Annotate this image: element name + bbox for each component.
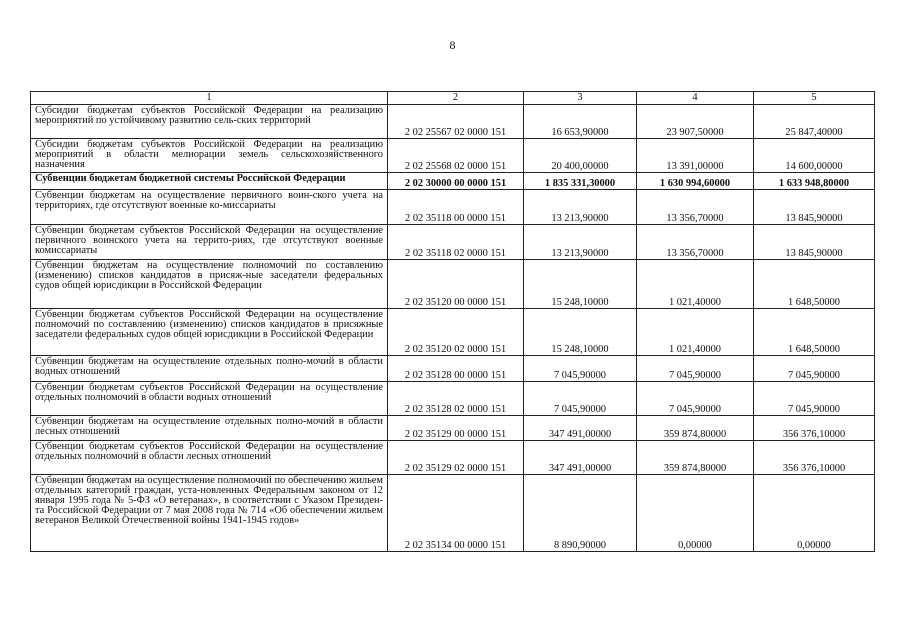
row-code-cell: 2 02 35129 02 0000 151 bbox=[388, 441, 524, 475]
row-name-cell: Субвенции бюджетам субъектов Российской Федерации на осуществление отдельных полномочий в области лесных отношений bbox=[31, 441, 388, 475]
row-code-cell: 2 02 25567 02 0000 151 bbox=[388, 105, 524, 139]
row-code-cell: 2 02 35118 02 0000 151 bbox=[388, 225, 524, 260]
row-code-cell: 2 02 30000 00 0000 151 bbox=[388, 173, 524, 190]
column-header-5: 5 bbox=[754, 92, 875, 105]
row-value-col5: 1 633 948,80000 bbox=[754, 173, 875, 190]
row-name-cell: Субвенции бюджетам субъектов Российской Федерации на осуществление отдельных полномочий в области водных отношений bbox=[31, 382, 388, 416]
table-row bbox=[31, 260, 875, 309]
row-code-cell: 2 02 35120 02 0000 151 bbox=[388, 309, 524, 356]
row-value-col4: 7 045,90000 bbox=[637, 382, 754, 416]
row-value-col3: 13 213,90000 bbox=[524, 190, 637, 225]
row-name-cell: Субвенции бюджетам субъектов Российской Федерации на осуществление первичного воинского учета на террито-риях, где отсутствуют военные комиссариаты bbox=[31, 225, 388, 260]
row-name-cell: Субвенции бюджетам на осуществление полномочий по обеспечению жильем отдельных категорий граждан, уста-новленных Федеральным законом от 12 января 1995 года № 5-ФЗ «О ветеранах», в соответствии с Указом Президен-та Российской Федерации от 7 мая 2008 года № 714 «Об обеспечении жильем ветеранов Великой Отечественной войны 1941-1945 годов» bbox=[31, 475, 388, 552]
row-value-col5: 13 845,90000 bbox=[754, 190, 875, 225]
row-value-col4: 0,00000 bbox=[637, 475, 754, 552]
table-row bbox=[31, 173, 875, 190]
row-code-cell: 2 02 35118 00 0000 151 bbox=[388, 190, 524, 225]
table-row bbox=[31, 382, 875, 416]
column-header-1: 1 bbox=[31, 92, 388, 105]
table-row bbox=[31, 416, 875, 441]
row-code-cell: 2 02 35120 00 0000 151 bbox=[388, 260, 524, 309]
row-name-cell: Субвенции бюджетам на осуществление отдельных полно-мочий в области лесных отношений bbox=[31, 416, 388, 441]
row-value-col4: 23 907,50000 bbox=[637, 105, 754, 139]
row-value-col4: 1 021,40000 bbox=[637, 260, 754, 309]
row-value-col5: 25 847,40000 bbox=[754, 105, 875, 139]
row-code-cell: 2 02 35128 02 0000 151 bbox=[388, 382, 524, 416]
row-value-col3: 16 653,90000 bbox=[524, 105, 637, 139]
row-value-col4: 359 874,80000 bbox=[637, 416, 754, 441]
row-value-col4: 13 356,70000 bbox=[637, 190, 754, 225]
row-value-col3: 347 491,00000 bbox=[524, 416, 637, 441]
table-row bbox=[31, 225, 875, 260]
row-name-cell: Субсидии бюджетам субъектов Российской Федерации на реализацию мероприятий по устойчивому развитию сель-ских территорий bbox=[31, 105, 388, 139]
row-value-col3: 15 248,10000 bbox=[524, 260, 637, 309]
budget-table bbox=[30, 91, 875, 552]
row-name-cell: Субвенции бюджетам на осуществление отдельных полно-мочий в области водных отношений bbox=[31, 356, 388, 382]
row-code-cell: 2 02 25568 02 0000 151 bbox=[388, 139, 524, 173]
row-value-col3: 20 400,00000 bbox=[524, 139, 637, 173]
row-name-cell: Субвенции бюджетам субъектов Российской Федерации на осуществление полномочий по составлению (изменению) списков кандидатов в присяжные заседатели федеральных судов общей юрисдикции в Российской Федерации bbox=[31, 309, 388, 356]
row-value-col4: 13 356,70000 bbox=[637, 225, 754, 260]
row-value-col5: 7 045,90000 bbox=[754, 356, 875, 382]
column-header-4: 4 bbox=[637, 92, 754, 105]
row-name-cell: Субвенции бюджетам на осуществление первичного воин-ского учета на территориях, где отсутствуют военные ко-миссариаты bbox=[31, 190, 388, 225]
column-header-2: 2 bbox=[388, 92, 524, 105]
table-row bbox=[31, 356, 875, 382]
row-value-col3: 7 045,90000 bbox=[524, 382, 637, 416]
table-header bbox=[31, 92, 875, 105]
table-row bbox=[31, 190, 875, 225]
row-value-col3: 347 491,00000 bbox=[524, 441, 637, 475]
row-value-col5: 14 600,00000 bbox=[754, 139, 875, 173]
page-number: 8 bbox=[449, 38, 456, 52]
row-value-col4: 7 045,90000 bbox=[637, 356, 754, 382]
row-value-col5: 13 845,90000 bbox=[754, 225, 875, 260]
row-value-col5: 0,00000 bbox=[754, 475, 875, 552]
row-value-col4: 359 874,80000 bbox=[637, 441, 754, 475]
row-value-col5: 356 376,10000 bbox=[754, 441, 875, 475]
row-name-cell: Субвенции бюджетам бюджетной системы Российской Федерации bbox=[31, 173, 388, 190]
row-name-cell: Субсидии бюджетам субъектов Российской Федерации на реализацию мероприятий в области мелиорации земель сельскохозяйственного назначения bbox=[31, 139, 388, 173]
row-code-cell: 2 02 35129 00 0000 151 bbox=[388, 416, 524, 441]
table-body bbox=[31, 105, 875, 552]
table-row bbox=[31, 441, 875, 475]
row-code-cell: 2 02 35134 00 0000 151 bbox=[388, 475, 524, 552]
header-row bbox=[31, 92, 875, 105]
column-header-3: 3 bbox=[524, 92, 637, 105]
row-value-col5: 1 648,50000 bbox=[754, 309, 875, 356]
table-row bbox=[31, 475, 875, 552]
row-code-cell: 2 02 35128 00 0000 151 bbox=[388, 356, 524, 382]
row-value-col5: 1 648,50000 bbox=[754, 260, 875, 309]
row-name-cell: Субвенции бюджетам на осуществление полномочий по составлению (изменению) списков кандидатов в присяж-ные заседатели федеральных судов общей юрисдикции в Российской Федерации bbox=[31, 260, 388, 309]
row-value-col3: 7 045,90000 bbox=[524, 356, 637, 382]
row-value-col5: 356 376,10000 bbox=[754, 416, 875, 441]
row-value-col4: 1 021,40000 bbox=[637, 309, 754, 356]
row-value-col3: 15 248,10000 bbox=[524, 309, 637, 356]
table-row bbox=[31, 309, 875, 356]
table-row bbox=[31, 105, 875, 139]
row-value-col3: 13 213,90000 bbox=[524, 225, 637, 260]
row-value-col3: 1 835 331,30000 bbox=[524, 173, 637, 190]
row-value-col4: 1 630 994,60000 bbox=[637, 173, 754, 190]
table-row bbox=[31, 139, 875, 173]
row-value-col3: 8 890,90000 bbox=[524, 475, 637, 552]
row-value-col4: 13 391,00000 bbox=[637, 139, 754, 173]
row-value-col5: 7 045,90000 bbox=[754, 382, 875, 416]
